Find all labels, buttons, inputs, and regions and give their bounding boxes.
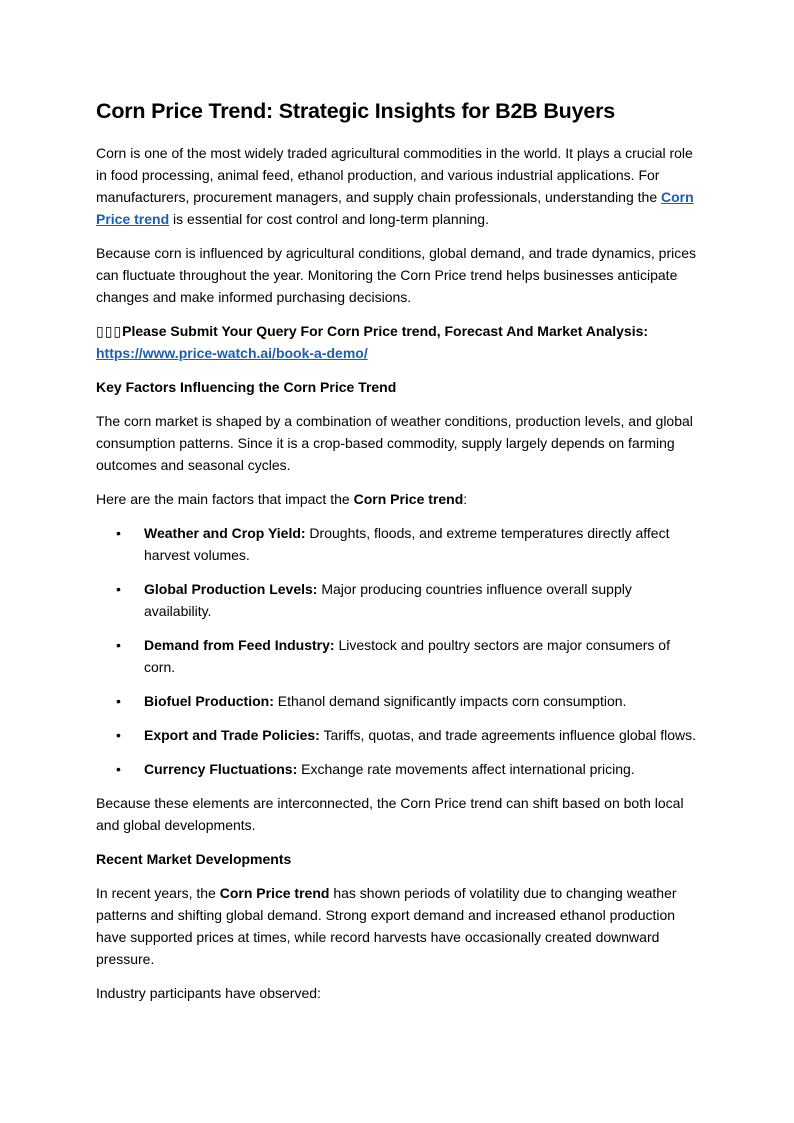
text: has shown periods of volatility due to changing weather patterns and shifting global demand. Strong export demand and increased ethanol production have supported prices at times, while record harvests have occasionally created downward pressure. [96,885,677,967]
bullet-icon: • [116,693,121,709]
corn-price-trend-link[interactable]: Corn Price trend [96,189,694,227]
cta-text: Please Submit Your Query For Corn Price trend, Forecast And Market Analysis: [122,323,649,339]
paragraph: The corn market is shaped by a combination of weather conditions, production levels, and global consumption patterns. Since it is a crop-based commodity, supply largely depends on farming outcomes and seasonal cycles. [96,413,693,473]
item-label: Currency Fluctuations: [144,761,298,777]
text: is essential for cost control and long-term planning. [169,211,489,227]
paragraph [96,882,700,970]
list-item [96,690,700,712]
bullet-icon: • [116,761,121,777]
text: : [463,491,468,507]
list-item [96,522,700,566]
paragraph [96,488,700,510]
bold-text: Corn Price trend [219,885,330,901]
text: Corn is one of the most widely traded agricultural commodities in the world. It plays a crucial role in food processing, animal feed, ethanol production, and various industrial applications. For manufacturers, procurement managers, and supply chain professionals, understanding the [96,145,693,205]
item-text: Livestock and poultry sectors are major consumers of corn. [144,637,670,675]
paragraph: Because these elements are interconnected, the Corn Price trend can shift based on both local and global developments. [96,795,684,833]
paragraph: Because corn is influenced by agricultural conditions, global demand, and trade dynamics, prices can fluctuate throughout the year. Monitoring the Corn Price trend helps businesses anticipate changes and make informed purchasing decisions. [96,245,697,305]
text: In recent years, the [96,885,220,901]
bold-text: Corn Price trend [353,491,464,507]
item-label: Global Production Levels: [144,581,318,597]
list-item [96,724,700,746]
item-text: Exchange rate movements affect international pricing. [297,761,635,777]
item-text: Droughts, floods, and extreme temperatures directly affect harvest volumes. [144,525,670,563]
item-text: Ethanol demand significantly impacts corn consumption. [273,693,627,709]
list-item [96,578,700,622]
item-text: Tariffs, quotas, and trade agreements influence global flows. [319,727,696,743]
bullet-icon: • [116,525,121,541]
item-label: Biofuel Production: [144,693,274,709]
intro-paragraph [96,142,700,230]
section-heading: Recent Market Developments [96,851,292,867]
bullet-icon: • [116,637,121,653]
item-text: Major producing countries influence overall supply availability. [144,581,632,619]
item-label: Demand from Feed Industry: [144,637,335,653]
bullet-icon: • [116,727,121,743]
item-label: Export and Trade Policies: [144,727,320,743]
text: Here are the main factors that impact the [96,491,354,507]
factors-list [96,522,700,780]
item-label: Weather and Crop Yield: [144,525,306,541]
list-item [96,634,700,678]
emoji-placeholder-icon: ▯▯▯ [96,323,123,339]
list-item [96,758,700,780]
book-demo-link[interactable]: https://www.price-watch.ai/book-a-demo/ [96,345,368,361]
section-heading: Key Factors Influencing the Corn Price Trend [96,379,397,395]
document-page [96,96,700,1016]
paragraph: Industry participants have observed: [96,985,321,1001]
page-title: Corn Price Trend: Strategic Insights for B2B Buyers [96,99,616,123]
cta-paragraph [96,320,700,364]
bullet-icon: • [116,581,121,597]
